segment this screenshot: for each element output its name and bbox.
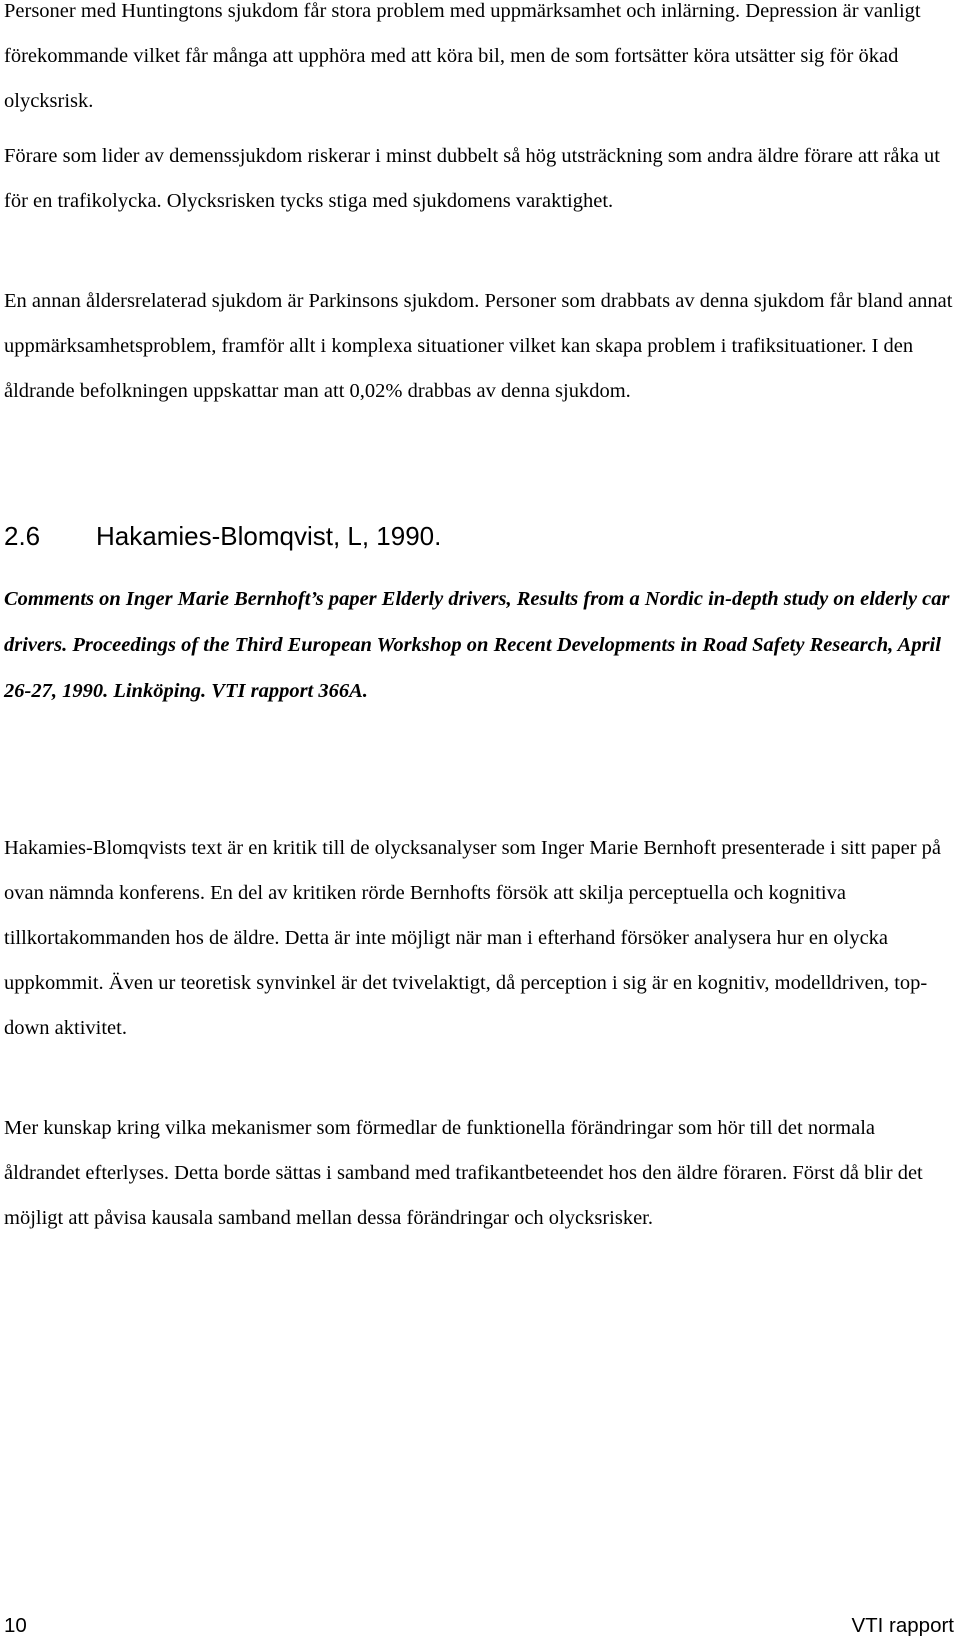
paragraph-dementia: Förare som lider av demenssjukdom riskerar i minst dubbelt så hög utsträckning som andra äldre förare att råka ut för en trafikolycka. Olycksrisken tycks stiga med sjukdomens varaktighet. (4, 145, 940, 212)
paragraph-huntington: Personer med Huntingtons sjukdom får stora problem med uppmärksamhet och inlärning. Depression är vanligt förekommande vilket får många att upphöra med att köra bil, men de som fortsätter köra utsätter sig för ökad olycksrisk. (4, 0, 921, 112)
footer-page-number: 10 (4, 1614, 27, 1637)
paragraph-parkinson: En annan åldersrelaterad sjukdom är Parkinsons sjukdom. Personer som drabbats av denna sjukdom får bland annat uppmärksamhetsproblem, framför allt i komplexa situationer vilket kan skapa problem i trafiksituationer. I den åldrande befolkningen uppskattar man att 0,02% drabbas av denna sjukdom. (4, 290, 953, 402)
reference-citation: Comments on Inger Marie Bernhoft’s paper Elderly drivers, Results from a Nordic in-depth study on elderly car drivers. Proceedings of the Third European Workshop on Recent Developments in Road Safety Research, April 26-27, 1990. Linköping. VTI rapport 366A. (4, 588, 950, 702)
paragraph-critique: Hakamies-Blomqvists text är en kritik till de olycksanalyser som Inger Marie Bernhoft presenterade i sitt paper på ovan nämnda konferens. En del av kritiken rörde Bernhofts försök att skilja perceptuella och kognitiva tillkortakommanden hos de äldre. Detta är inte möjligt när man i efterhand försöker analysera hur en olycka uppkommit. Även ur teoretisk synvinkel är det tvivelaktigt, då perception i sig är en kognitiv, modelldriven, top-down aktivitet. (4, 837, 942, 1039)
section-heading (4, 514, 441, 559)
paragraph-further-knowledge: Mer kunskap kring vilka mekanismer som förmedlar de funktionella förändringar som hör till det normala åldrandet efterlyses. Detta borde sättas i samband med trafikantbeteendet hos den äldre föraren. Först då blir det möjligt att påvisa kausala samband mellan dessa förändringar och olycksrisker. (4, 1117, 923, 1229)
section-title: Hakamies-Blomqvist, L, 1990. (96, 521, 442, 551)
footer-report-name: VTI rapport (851, 1614, 954, 1637)
section-number: 2.6 (4, 521, 41, 551)
